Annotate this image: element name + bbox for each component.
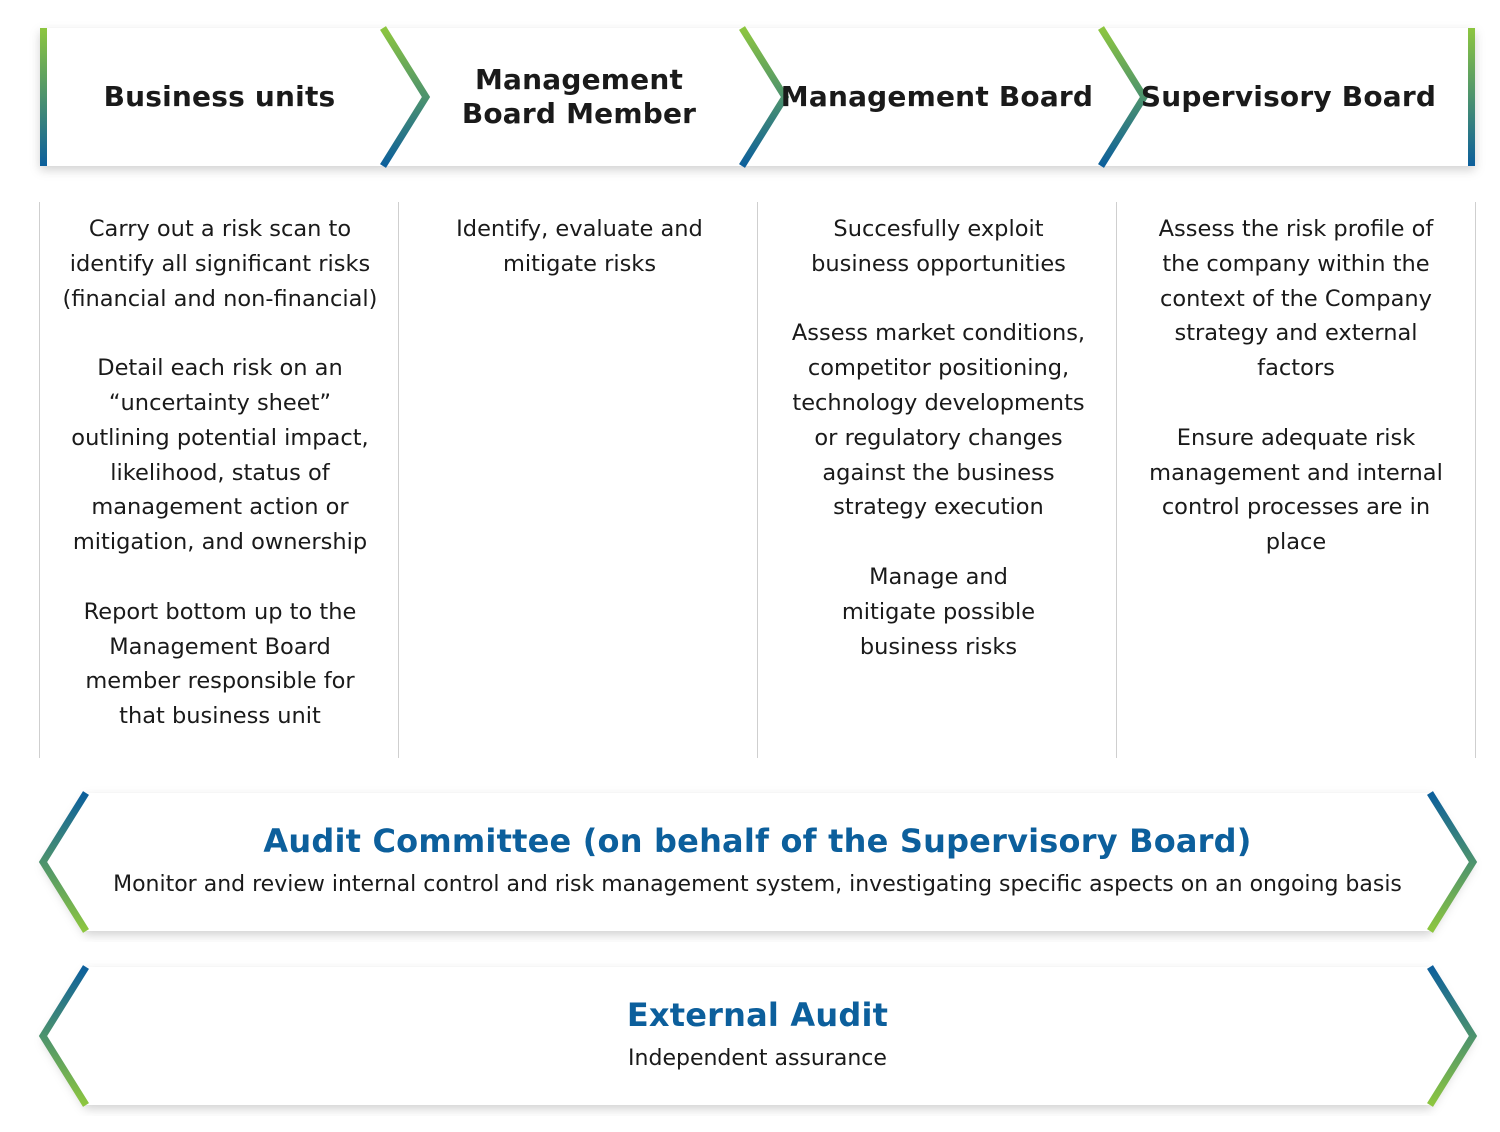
column-divider	[757, 202, 758, 758]
column-paragraph: Detail each risk on an “uncertainty sheet” outlining potential impact, likelihood, status of management action or mitigation, and ownership	[71, 355, 369, 556]
column-paragraph: Succesfully exploit business opportunities	[811, 216, 1066, 277]
audit-committee-description: Monitor and review internal control and risk management system, investigating specific aspects on an ongoing basis	[113, 872, 1402, 897]
column-paragraph: Manage and mitigate possible business risks	[841, 563, 1036, 660]
right-accent-bar	[1468, 28, 1475, 166]
column-paragraph: Report bottom up to the Management Board member responsible for that business unit	[83, 598, 357, 730]
column-paragraph: Carry out a risk scan to identify all significant risks (financial and non-financial)	[62, 216, 378, 312]
column-paragraph: Assess the risk profile of the company within the context of the Company strategy and external factors	[1158, 216, 1434, 382]
external-audit-description: Independent assurance	[628, 1046, 887, 1071]
column-supervisory-board	[1138, 212, 1454, 560]
column-divider	[1475, 202, 1476, 758]
audit-committee-banner	[0, 782, 1500, 942]
column-divider	[39, 202, 40, 758]
stage-label-management-board: Management Board	[780, 80, 1094, 113]
stage-label-supervisory-board: Supervisory Board	[1140, 80, 1437, 113]
external-audit-banner	[0, 956, 1500, 1116]
column-paragraph: Identify, evaluate and mitigate risks	[456, 216, 703, 277]
audit-committee-title: Audit Committee (on behalf of the Supervisory Board)	[263, 822, 1252, 860]
column-business-units	[62, 212, 378, 734]
column-paragraph: Assess market conditions, competitor positioning, technology developments or regulatory changes against the business strategy execution	[791, 320, 1086, 521]
stage-label-management-board-member: Management Board Member	[461, 63, 697, 130]
column-divider	[1116, 202, 1117, 758]
column-management-board-member	[452, 212, 707, 282]
left-accent-bar	[40, 28, 47, 166]
external-audit-title: External Audit	[626, 996, 889, 1034]
process-flow	[0, 0, 1500, 200]
stage-label-business-units: Business units	[103, 80, 336, 113]
column-management-board	[781, 212, 1096, 664]
column-divider	[398, 202, 399, 758]
column-paragraph: Ensure adequate risk management and internal control processes are in place	[1149, 424, 1443, 556]
